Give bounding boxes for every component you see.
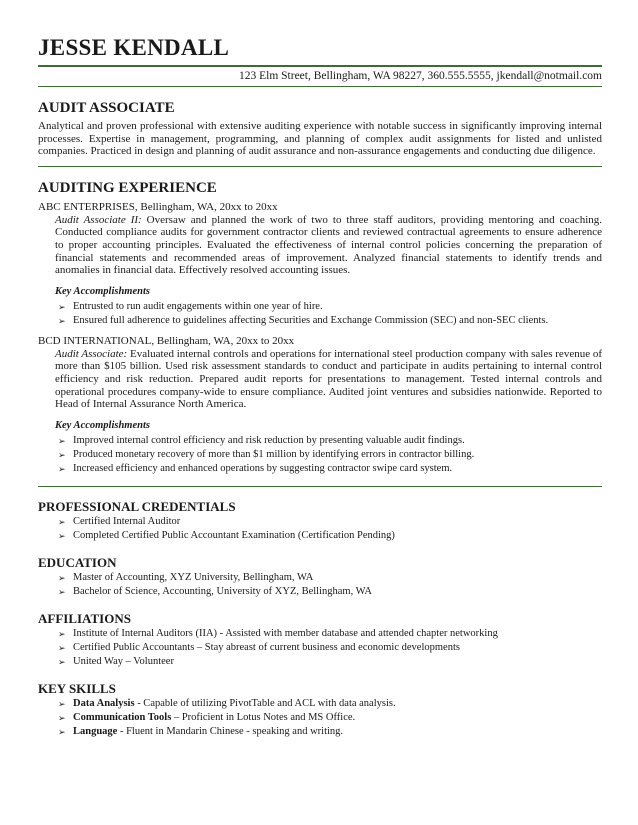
- header-divider: [38, 65, 602, 67]
- list-item: [58, 725, 602, 739]
- education-title: EDUCATION: [38, 554, 117, 570]
- list-item: ➢ Ensured full adherence to guidelines affecting Securities and Exchange Commission (SEC) and non-SEC clients.: [58, 314, 549, 326]
- list-item: ➢ Improved internal control efficiency and risk reduction by presenting valuable audit findings.: [58, 434, 465, 446]
- job-description: [38, 214, 602, 277]
- list-item: ➢ Institute of Internal Auditors (IIA) - Assisted with member database and attended chapter networking: [58, 627, 498, 639]
- credentials-title: PROFESSIONAL CREDENTIALS: [38, 498, 236, 514]
- contact-divider: [38, 86, 602, 87]
- arrow-bullet-icon: ➢: [58, 516, 66, 527]
- arrow-bullet-icon: ➢: [58, 642, 66, 653]
- experience-title: AUDITING EXPERIENCE: [38, 179, 217, 196]
- objective-title: AUDIT ASSOCIATE: [38, 100, 175, 116]
- skill-text: - Capable of utilizing PivotTable and ACL with data analysis.: [134, 697, 396, 709]
- affiliations-section: [38, 611, 602, 669]
- job-description-text: Oversaw and planned the work of two to three staff auditors, providing mentoring and coaching. Conducted compliance audits for government contractor clients and reviewed contractual agreements to ensure adherence to proper accounting principles. Evaluated the effectiveness of internal control policies concerning the preparation of financial statements and recommended areas of improvement. Analyzed financial statements to identify trends and anomalies in financial data. Effectively resolved accounting issues.: [55, 213, 603, 277]
- arrow-bullet-icon: ➢: [58, 435, 66, 446]
- arrow-bullet-icon: ➢: [58, 530, 66, 541]
- arrow-bullet-icon: ➢: [58, 572, 66, 583]
- job-accomplishments-list: [38, 300, 602, 328]
- education-section: [38, 555, 602, 599]
- job-description: [38, 348, 602, 411]
- skill-label: Data Analysis: [73, 697, 135, 709]
- job-company: BCD INTERNATIONAL, Bellingham, WA, 20xx to 20xx: [38, 334, 295, 347]
- job-description-text: Evaluated internal controls and operations for international steel production company with sales revenue of more than $105 billion. Used risk assessment standards to conduct and participate in audits pertaining to internal control efficiency and risk reduction. Prepared audit reports for presentations to management. Tested internal controls and operational procedures company-wide to ensure compliance. Audited joint ventures and subsidies nationwide. Reported to Head of Internal Assurance North America.: [55, 347, 602, 411]
- credentials-section: [38, 499, 602, 543]
- affiliations-list: [38, 627, 602, 669]
- arrow-bullet-icon: ➢: [58, 586, 66, 597]
- credentials-list: [38, 515, 602, 543]
- job-company: ABC ENTERPRISES, Bellingham, WA, 20xx to 20xx: [38, 200, 278, 213]
- skill-label: Language: [73, 725, 118, 737]
- education-list: [38, 571, 602, 599]
- skills-title: KEY SKILLS: [38, 680, 116, 696]
- job-role: Audit Associate II:: [55, 213, 142, 226]
- list-item: ➢ Produced monetary recovery of more than $1 million by identifying errors in contractor billing.: [58, 448, 475, 460]
- list-item: [58, 697, 602, 711]
- arrow-bullet-icon: ➢: [58, 726, 66, 737]
- skill-label: Communication Tools: [73, 711, 172, 723]
- experience-section: [38, 179, 602, 476]
- key-accomplishments-label: Key Accomplishments: [55, 419, 150, 431]
- job-accomplishments-list: [38, 434, 602, 476]
- key-accomplishments-label: Key Accomplishments: [55, 285, 150, 297]
- contact-line: 123 Elm Street, Bellingham, WA 98227, 360.555.5555, jkendall@notmail.com: [238, 70, 602, 82]
- list-item: ➢ Certified Public Accountants – Stay abreast of current business and economic developments: [58, 641, 460, 653]
- objective-summary: Analytical and proven professional with extensive auditing experience with notable success in significantly improving internal processes. Expertise in management, programming, and planning of complex audit assignments for listed and unlisted companies. Practiced in design and planning of audit assurance and non-assurance engagements and conducting due diligence.: [38, 120, 602, 158]
- list-item: ➢ Bachelor of Science, Accounting, University of XYZ, Bellingham, WA: [58, 585, 372, 597]
- candidate-name: JESSE KENDALL: [38, 35, 230, 60]
- list-item: ➢ Entrusted to run audit engagements within one year of hire.: [58, 300, 323, 312]
- objective-section: [38, 99, 602, 158]
- skill-text: – Proficient in Lotus Notes and MS Office.: [171, 711, 356, 723]
- arrow-bullet-icon: ➢: [58, 449, 66, 460]
- skill-text: - Fluent in Mandarin Chinese - speaking and writing.: [117, 725, 344, 737]
- list-item: ➢ Certified Internal Auditor: [58, 515, 181, 527]
- list-item: ➢ Completed Certified Public Accountant Examination (Certification Pending): [58, 529, 395, 541]
- list-item: ➢ Increased efficiency and enhanced operations by suggesting contractor swipe card system.: [58, 462, 453, 474]
- arrow-bullet-icon: ➢: [58, 463, 66, 474]
- affiliations-title: AFFILIATIONS: [38, 610, 131, 626]
- arrow-bullet-icon: ➢: [58, 656, 66, 667]
- list-item: ➢ Master of Accounting, XYZ University, Bellingham, WA: [58, 571, 314, 583]
- job-role: Audit Associate:: [55, 347, 128, 360]
- skills-section: [38, 681, 602, 739]
- arrow-bullet-icon: ➢: [58, 628, 66, 639]
- arrow-bullet-icon: ➢: [58, 698, 66, 709]
- arrow-bullet-icon: ➢: [58, 301, 66, 312]
- skills-list: [38, 697, 602, 739]
- objective-divider: [38, 166, 602, 167]
- experience-divider: [38, 486, 602, 487]
- list-item: ➢ United Way – Volunteer: [58, 655, 174, 667]
- list-item: [58, 711, 602, 725]
- arrow-bullet-icon: ➢: [58, 712, 66, 723]
- arrow-bullet-icon: ➢: [58, 315, 66, 326]
